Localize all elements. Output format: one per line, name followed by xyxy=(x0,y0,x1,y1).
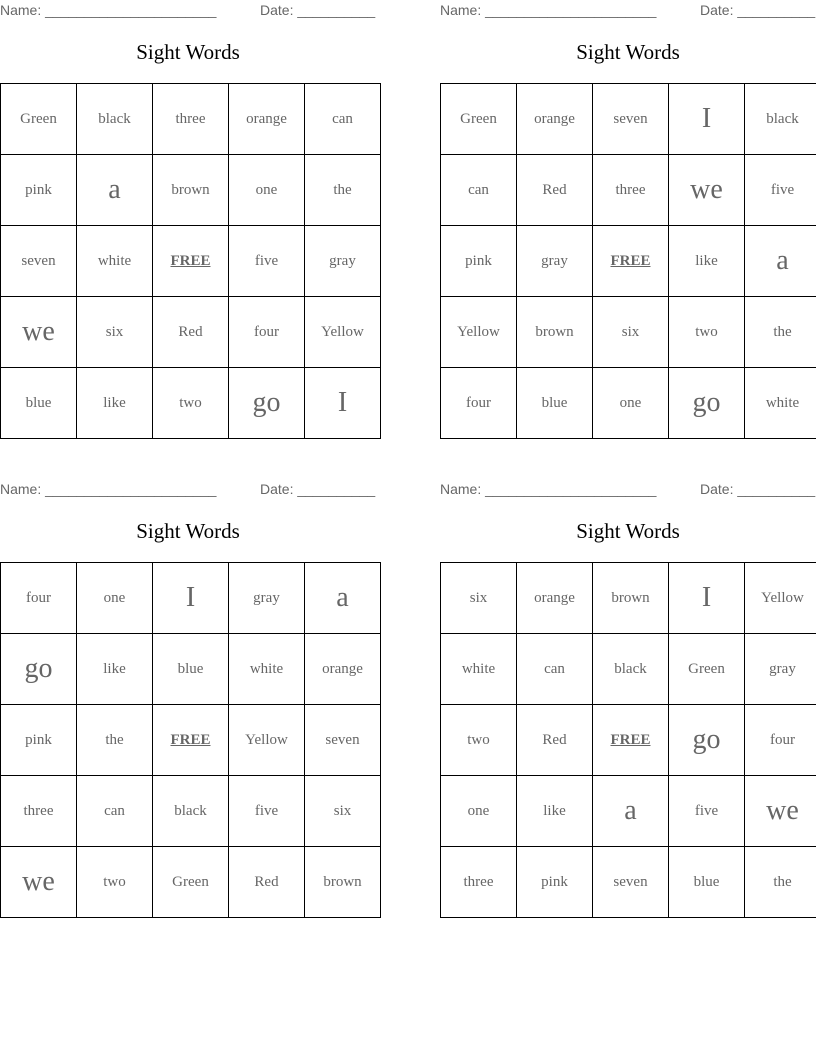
grid-row xyxy=(441,776,816,847)
grid-row xyxy=(1,563,381,634)
word-cell: seven xyxy=(593,84,669,155)
grid-row xyxy=(441,705,816,776)
name-field-label: Name: ______________________ xyxy=(0,2,217,18)
bingo-card-1 xyxy=(0,0,376,434)
grid-row xyxy=(441,563,816,634)
bingo-card-2 xyxy=(440,0,816,434)
word-cell: pink xyxy=(517,847,593,918)
word-cell: orange xyxy=(305,634,381,705)
word-cell: brown xyxy=(153,155,229,226)
word-cell: two xyxy=(669,297,745,368)
word-cell: blue xyxy=(153,634,229,705)
word-cell: a xyxy=(77,155,153,226)
word-cell: pink xyxy=(1,155,77,226)
word-cell: four xyxy=(229,297,305,368)
word-cell: brown xyxy=(593,563,669,634)
word-cell: seven xyxy=(305,705,381,776)
word-cell: five xyxy=(229,226,305,297)
word-cell: a xyxy=(745,226,816,297)
free-space-cell: FREE xyxy=(593,705,669,776)
word-cell: Yellow xyxy=(745,563,816,634)
word-cell: we xyxy=(1,297,77,368)
card-title: Sight Words xyxy=(576,40,680,64)
word-cell: Green xyxy=(153,847,229,918)
word-cell: like xyxy=(77,368,153,439)
word-cell: Red xyxy=(153,297,229,368)
word-cell: a xyxy=(593,776,669,847)
grid-row xyxy=(441,847,816,918)
word-cell: two xyxy=(77,847,153,918)
word-cell: Green xyxy=(1,84,77,155)
word-cell: one xyxy=(229,155,305,226)
word-cell: two xyxy=(441,705,517,776)
word-cell: pink xyxy=(1,705,77,776)
word-cell: three xyxy=(153,84,229,155)
word-cell: we xyxy=(669,155,745,226)
free-space-cell: FREE xyxy=(593,226,669,297)
word-cell: gray xyxy=(305,226,381,297)
word-cell: black xyxy=(153,776,229,847)
word-cell: a xyxy=(305,563,381,634)
grid-row xyxy=(1,705,381,776)
word-cell: four xyxy=(441,368,517,439)
word-cell: go xyxy=(669,705,745,776)
word-grid xyxy=(440,562,816,918)
word-cell: Green xyxy=(441,84,517,155)
word-cell: like xyxy=(77,634,153,705)
grid-row xyxy=(441,226,816,297)
word-cell: can xyxy=(517,634,593,705)
word-cell: orange xyxy=(517,84,593,155)
word-grid xyxy=(0,83,381,439)
word-cell: white xyxy=(77,226,153,297)
word-cell: gray xyxy=(229,563,305,634)
grid-row xyxy=(441,634,816,705)
word-cell: Red xyxy=(517,705,593,776)
card-header xyxy=(0,0,376,20)
free-space-cell: FREE xyxy=(153,705,229,776)
card-header xyxy=(0,479,376,499)
date-field-label: Date: __________ xyxy=(260,481,376,497)
name-field-label: Name: ______________________ xyxy=(440,2,657,18)
word-cell: six xyxy=(441,563,517,634)
word-cell: black xyxy=(593,634,669,705)
word-cell: four xyxy=(1,563,77,634)
word-cell: I xyxy=(669,84,745,155)
word-cell: like xyxy=(517,776,593,847)
word-cell: like xyxy=(669,226,745,297)
date-field-label: Date: __________ xyxy=(700,481,816,497)
grid-row xyxy=(441,155,816,226)
word-cell: pink xyxy=(441,226,517,297)
grid-row xyxy=(1,368,381,439)
word-cell: the xyxy=(305,155,381,226)
word-cell: brown xyxy=(305,847,381,918)
word-cell: black xyxy=(77,84,153,155)
word-cell: can xyxy=(305,84,381,155)
word-grid xyxy=(440,83,816,439)
word-cell: go xyxy=(229,368,305,439)
word-cell: can xyxy=(77,776,153,847)
grid-row xyxy=(441,297,816,368)
word-cell: six xyxy=(77,297,153,368)
word-cell: I xyxy=(669,563,745,634)
word-cell: Yellow xyxy=(441,297,517,368)
grid-row xyxy=(1,297,381,368)
word-cell: one xyxy=(441,776,517,847)
word-cell: the xyxy=(77,705,153,776)
grid-row xyxy=(1,155,381,226)
word-cell: the xyxy=(745,297,816,368)
word-cell: go xyxy=(1,634,77,705)
word-cell: go xyxy=(669,368,745,439)
card-title: Sight Words xyxy=(576,519,680,543)
card-header xyxy=(440,0,816,20)
word-cell: one xyxy=(593,368,669,439)
name-field-label: Name: ______________________ xyxy=(440,481,657,497)
word-cell: five xyxy=(669,776,745,847)
grid-row xyxy=(1,634,381,705)
word-cell: we xyxy=(745,776,816,847)
word-cell: gray xyxy=(745,634,816,705)
word-cell: Yellow xyxy=(305,297,381,368)
word-cell: Green xyxy=(669,634,745,705)
free-space-cell: FREE xyxy=(153,226,229,297)
word-cell: three xyxy=(593,155,669,226)
word-cell: we xyxy=(1,847,77,918)
word-cell: Red xyxy=(517,155,593,226)
word-cell: gray xyxy=(517,226,593,297)
word-grid xyxy=(0,562,381,918)
word-cell: five xyxy=(229,776,305,847)
word-cell: white xyxy=(745,368,816,439)
word-cell: blue xyxy=(517,368,593,439)
word-cell: seven xyxy=(1,226,77,297)
grid-row xyxy=(1,226,381,297)
word-cell: orange xyxy=(517,563,593,634)
word-cell: two xyxy=(153,368,229,439)
word-cell: brown xyxy=(517,297,593,368)
grid-row xyxy=(441,368,816,439)
grid-row xyxy=(441,84,816,155)
word-cell: Red xyxy=(229,847,305,918)
name-field-label: Name: ______________________ xyxy=(0,481,217,497)
word-cell: seven xyxy=(593,847,669,918)
bingo-card-3 xyxy=(0,479,376,913)
date-field-label: Date: __________ xyxy=(700,2,816,18)
word-cell: white xyxy=(441,634,517,705)
bingo-card-4 xyxy=(440,479,816,913)
word-cell: can xyxy=(441,155,517,226)
card-header xyxy=(440,479,816,499)
grid-row xyxy=(1,776,381,847)
word-cell: six xyxy=(305,776,381,847)
word-cell: three xyxy=(1,776,77,847)
word-cell: white xyxy=(229,634,305,705)
card-title: Sight Words xyxy=(136,519,240,543)
word-cell: four xyxy=(745,705,816,776)
word-cell: black xyxy=(745,84,816,155)
word-cell: one xyxy=(77,563,153,634)
word-cell: the xyxy=(745,847,816,918)
word-cell: Yellow xyxy=(229,705,305,776)
word-cell: six xyxy=(593,297,669,368)
word-cell: three xyxy=(441,847,517,918)
word-cell: orange xyxy=(229,84,305,155)
word-cell: blue xyxy=(1,368,77,439)
card-title: Sight Words xyxy=(136,40,240,64)
date-field-label: Date: __________ xyxy=(260,2,376,18)
grid-row xyxy=(1,847,381,918)
word-cell: I xyxy=(305,368,381,439)
word-cell: I xyxy=(153,563,229,634)
grid-row xyxy=(1,84,381,155)
word-cell: blue xyxy=(669,847,745,918)
word-cell: five xyxy=(745,155,816,226)
